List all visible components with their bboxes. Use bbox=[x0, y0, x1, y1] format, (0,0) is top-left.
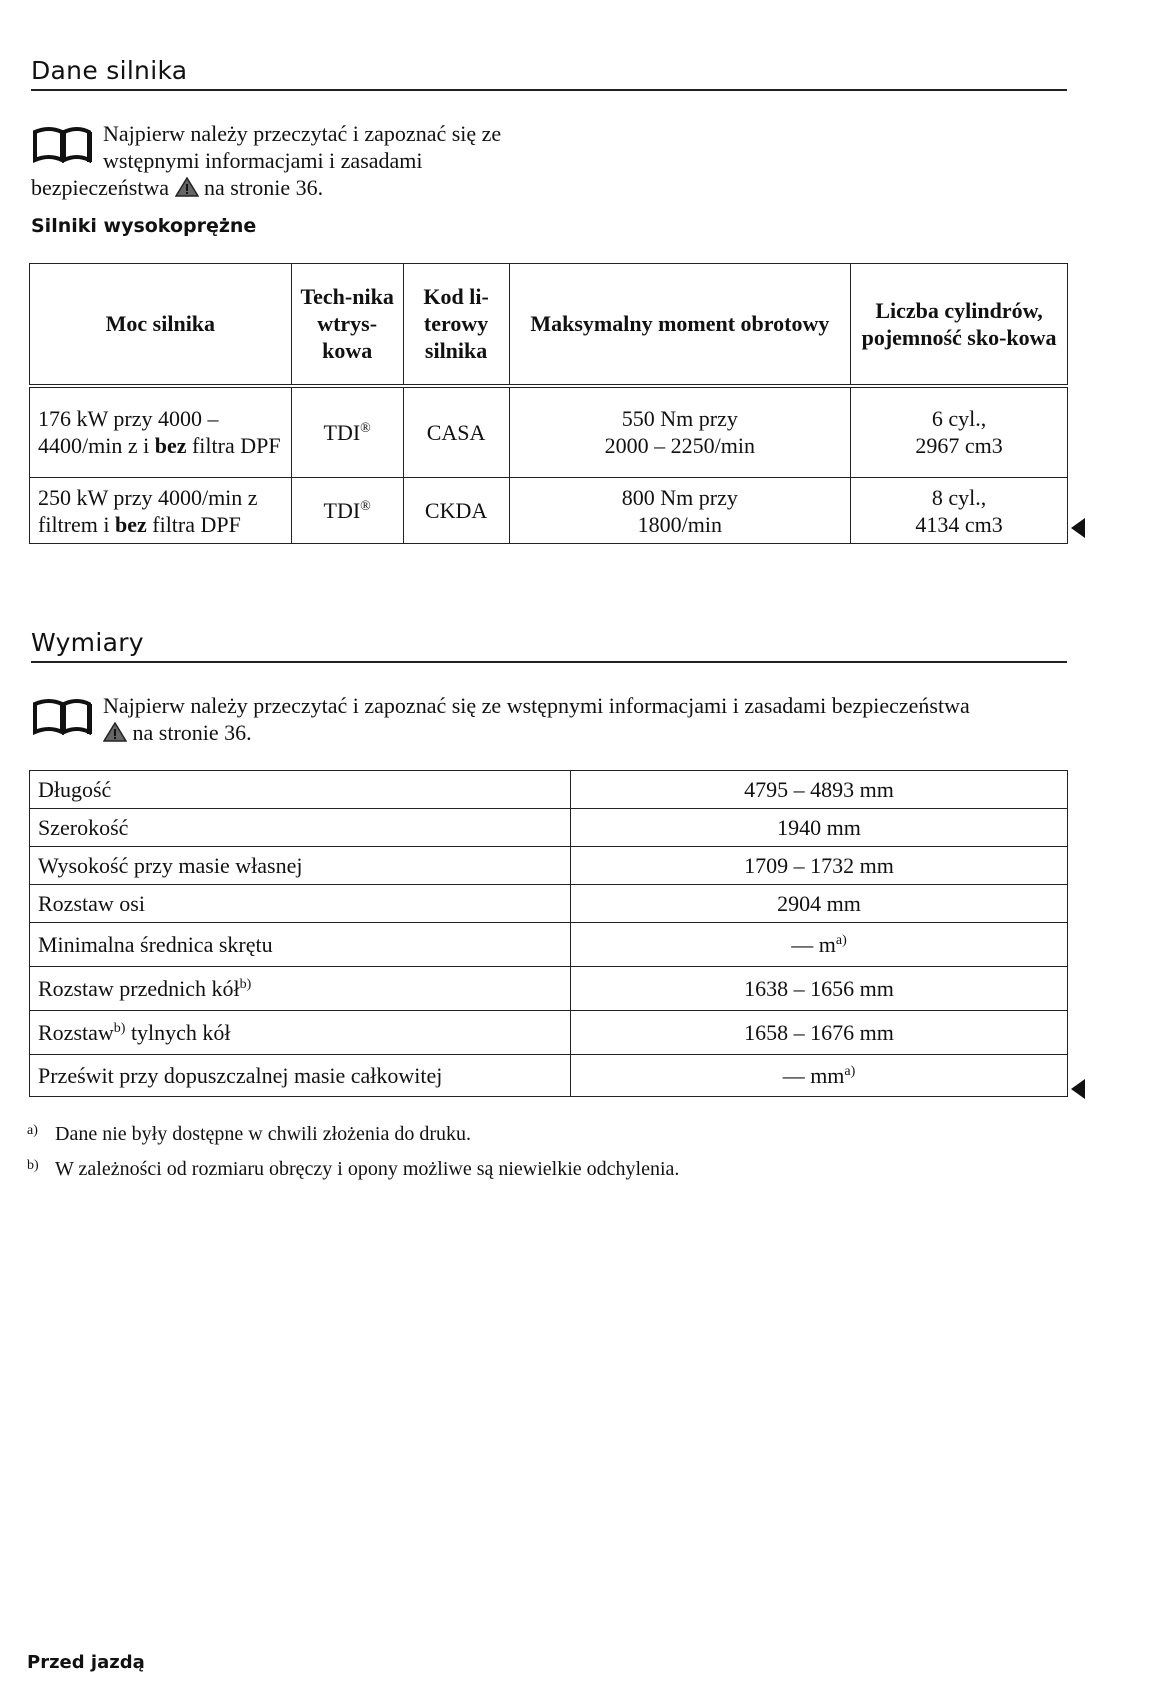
dimensions-table bbox=[29, 770, 1068, 1097]
safety-note-dimensions bbox=[31, 692, 1091, 746]
dimension-value: 4795 – 4893 mm bbox=[571, 771, 1068, 809]
table-header-row bbox=[30, 264, 1068, 386]
dimension-value: 1638 – 1656 mm bbox=[571, 967, 1068, 1011]
dimension-value: 1940 mm bbox=[571, 809, 1068, 847]
dimension-label: Wysokość przy masie własnej bbox=[30, 847, 571, 885]
column-header: Moc silnika bbox=[30, 264, 292, 386]
note-text: Najpierw należy przeczytać i zapoznać się ze wstępnymi informacjami i zasadami bezpieczeństwa bbox=[31, 121, 502, 200]
note-text: Najpierw należy przeczytać i zapoznać się ze wstępnymi informacjami i zasadami bezpieczeństwa bbox=[103, 693, 970, 718]
footnote: b) W zależności od rozmiaru obręczy i opony możliwe są niewielkie odchylenia. bbox=[27, 1158, 680, 1180]
triangle-left-icon bbox=[1071, 1079, 1085, 1099]
book-icon bbox=[31, 696, 95, 738]
dimension-value: 1709 – 1732 mm bbox=[571, 847, 1068, 885]
column-header: Maksymalny moment obrotowy bbox=[509, 264, 851, 386]
triangle-left-icon bbox=[1071, 518, 1085, 538]
table-row bbox=[30, 478, 1068, 544]
footnotes bbox=[27, 1115, 679, 1185]
engine-power-cell: 250 kW przy 4000/min z filtrem i bez filtra DPF bbox=[30, 478, 292, 544]
injection-cell: TDI® bbox=[291, 386, 403, 478]
footnote-ref[interactable]: a) bbox=[844, 1063, 856, 1079]
engine-data-table bbox=[29, 263, 1068, 544]
footnote-ref[interactable]: a) bbox=[835, 932, 847, 948]
dimension-label: Szerokość bbox=[30, 809, 571, 847]
engine-code-cell: CKDA bbox=[403, 478, 509, 544]
section-title-dimensions: Wymiary bbox=[31, 628, 1067, 663]
table-row bbox=[30, 847, 1068, 885]
page-reference-link[interactable]: na stronie 36. bbox=[204, 175, 324, 200]
cylinders-cell: 6 cyl., 2967 cm3 bbox=[851, 386, 1068, 478]
safety-note-engine bbox=[31, 120, 551, 201]
table-row bbox=[30, 1011, 1068, 1055]
dimension-value: — $mm^{a)}$ bbox=[571, 1055, 1068, 1097]
torque-cell: 800 Nm przy 1800/min bbox=[509, 478, 851, 544]
book-icon bbox=[31, 124, 95, 166]
footnote: a) Dane nie były dostępne w chwili złożenia do druku. bbox=[27, 1123, 471, 1145]
column-header: Kod li-terowy silnika bbox=[403, 264, 509, 386]
section-title-engine: Dane silnika bbox=[31, 56, 1067, 91]
dimension-label: Rozstaw$^{b)}$ tylnych kół bbox=[30, 1011, 571, 1055]
table-row bbox=[30, 967, 1068, 1011]
table-row bbox=[30, 386, 1068, 478]
column-header: Tech-nika wtrys-kowa bbox=[291, 264, 403, 386]
injection-cell: TDI® bbox=[291, 478, 403, 544]
chapter-footer: Przed jazdą bbox=[27, 1652, 145, 1673]
dimension-label: Minimalna średnica skrętu bbox=[30, 923, 571, 967]
footnote-ref[interactable]: b) bbox=[239, 976, 252, 992]
table-row bbox=[30, 771, 1068, 809]
page-reference-link[interactable]: na stronie 36. bbox=[132, 720, 252, 745]
dimension-label: Rozstaw przednich kół$^{b)}$ bbox=[30, 967, 571, 1011]
dimension-value: 2904 mm bbox=[571, 885, 1068, 923]
footnote-ref[interactable]: b) bbox=[113, 1020, 126, 1036]
dimension-label: Długość bbox=[30, 771, 571, 809]
column-header: Liczba cylindrów, pojemność sko-kowa bbox=[851, 264, 1068, 386]
table-row bbox=[30, 923, 1068, 967]
cylinders-cell: 8 cyl., 4134 cm3 bbox=[851, 478, 1068, 544]
torque-cell: 550 Nm przy 2000 – 2250/min bbox=[509, 386, 851, 478]
dimension-label: Rozstaw osi bbox=[30, 885, 571, 923]
engine-power-cell: 176 kW przy 4000 – 4400/min z i bez filtra DPF bbox=[30, 386, 292, 478]
dimension-value: — $m^{a)}$ bbox=[571, 923, 1068, 967]
warning-triangle-icon[interactable] bbox=[175, 177, 199, 197]
table-row bbox=[30, 885, 1068, 923]
subheading-diesel-engines: Silniki wysokoprężne bbox=[31, 215, 257, 237]
warning-triangle-icon[interactable] bbox=[103, 722, 127, 742]
dimension-label: Prześwit przy dopuszczalnej masie całkowitej bbox=[30, 1055, 571, 1097]
engine-code-cell: CASA bbox=[403, 386, 509, 478]
dimension-value: 1658 – 1676 mm bbox=[571, 1011, 1068, 1055]
table-row bbox=[30, 1055, 1068, 1097]
table-row bbox=[30, 809, 1068, 847]
